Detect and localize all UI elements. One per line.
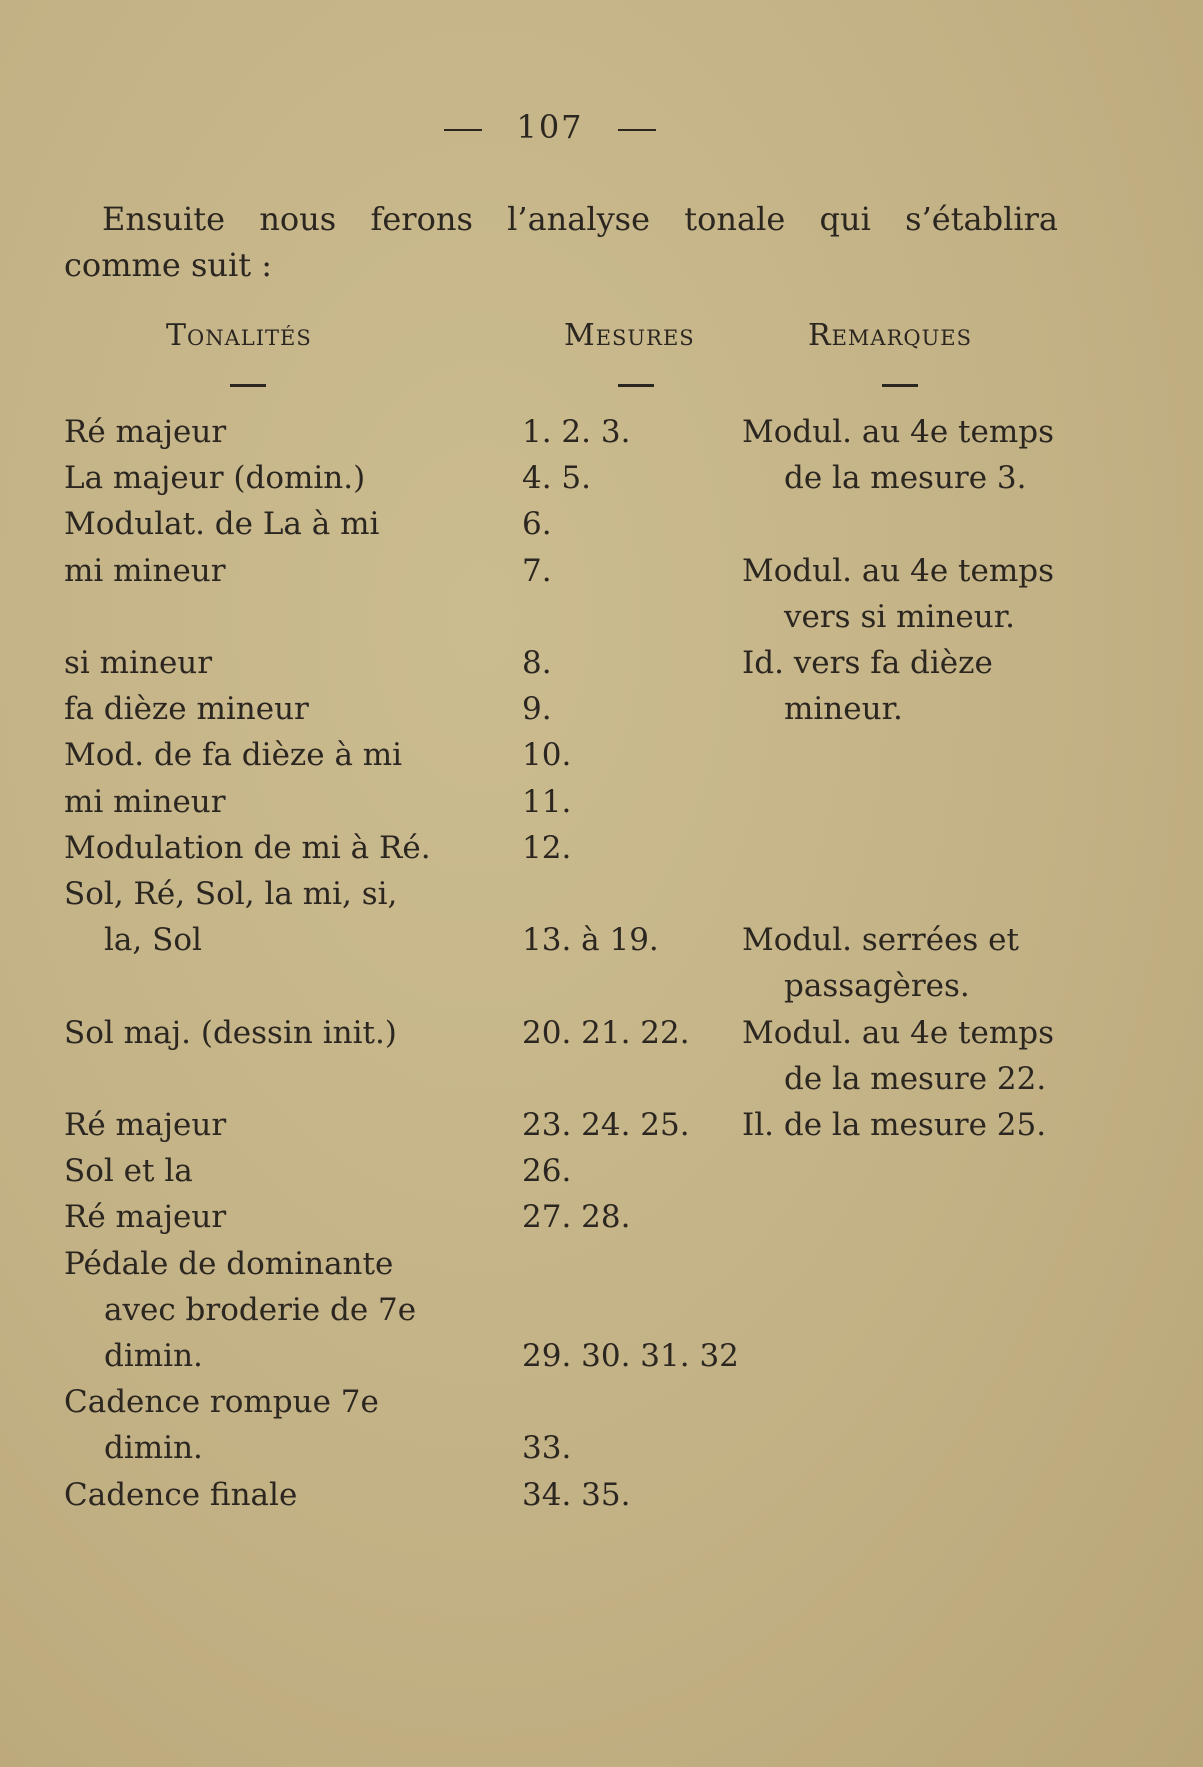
table-row	[0, 460, 1203, 506]
table-row	[0, 553, 1203, 599]
remarque-cell: de la mesure 22.	[784, 1061, 1047, 1097]
intro-word: qui	[819, 200, 871, 238]
tonalite-cell: Ré majeur	[64, 414, 227, 450]
intro-word: ferons	[370, 200, 473, 238]
remarque-cell: Id. vers fa dièze	[742, 645, 993, 681]
tonalite-cell: mi mineur	[64, 784, 226, 820]
tonalite-cell: avec broderie de 7e	[104, 1292, 417, 1328]
tonalite-cell: Mod. de fa dièze à mi	[64, 737, 403, 773]
tonalite-cell: Modulat. de La à mi	[64, 506, 380, 542]
tonalite-cell: Pédale de dominante	[64, 1246, 394, 1282]
mesures-cell: 33.	[522, 1430, 572, 1466]
table-row	[0, 1107, 1203, 1153]
table-row	[0, 1384, 1203, 1430]
intro-word: tonale	[684, 200, 786, 238]
table-row	[0, 1153, 1203, 1199]
mesures-cell: 9.	[522, 691, 552, 727]
mesures-cell: 8.	[522, 645, 552, 681]
mesures-cell: 29. 30. 31. 32	[522, 1338, 739, 1374]
mesures-cell: 27. 28.	[522, 1199, 631, 1235]
mesures-cell: 20. 21. 22.	[522, 1015, 690, 1051]
folio-dash-left	[444, 129, 482, 131]
tonalite-cell: fa dièze mineur	[64, 691, 309, 727]
header-remarques: Remarques	[808, 318, 973, 353]
table-row	[0, 1292, 1203, 1338]
tonalite-cell: Sol maj. (dessin init.)	[64, 1015, 397, 1051]
intro-line-2: comme suit :	[64, 246, 273, 284]
remarque-cell: vers si mineur.	[784, 599, 1015, 635]
remarque-cell: Modul. au 4e temps	[742, 1015, 1055, 1051]
remarque-cell: Modul. au 4e temps	[742, 553, 1055, 589]
table-row	[0, 1246, 1203, 1292]
table-row	[0, 1477, 1203, 1523]
tonalite-cell: Modulation de mi à Ré.	[64, 830, 431, 866]
table-row	[0, 645, 1203, 691]
tonalite-cell: Sol, Ré, Sol, la mi, si,	[64, 876, 398, 912]
remarque-cell: passagères.	[784, 968, 970, 1004]
table-row	[0, 922, 1203, 968]
table-row	[0, 1061, 1203, 1107]
folio-dash-right	[618, 129, 656, 131]
remarque-cell: Il. de la mesure 25.	[742, 1107, 1047, 1143]
header-mesures: Mesures	[564, 318, 695, 353]
table-row	[0, 1015, 1203, 1061]
page-number-text: 107	[516, 108, 584, 146]
mesures-cell: 10.	[522, 737, 572, 773]
mesures-cell: 11.	[522, 784, 572, 820]
mesures-cell: 6.	[522, 506, 552, 542]
table-row	[0, 506, 1203, 552]
header-rule-remarques	[882, 384, 918, 387]
table-row	[0, 784, 1203, 830]
remarque-cell: de la mesure 3.	[784, 460, 1027, 496]
intro-word: s’établira	[905, 200, 1058, 238]
table-row	[0, 691, 1203, 737]
intro-paragraph	[64, 196, 1058, 288]
tonalite-cell: Cadence finale	[64, 1477, 298, 1513]
header-rule-mesures	[618, 384, 654, 387]
mesures-cell: 7.	[522, 553, 552, 589]
table-row	[0, 414, 1203, 460]
intro-word: l’analyse	[507, 200, 650, 238]
mesures-cell: 4. 5.	[522, 460, 592, 496]
remarque-cell: Modul. serrées et	[742, 922, 1019, 958]
remarque-cell: Modul. au 4e temps	[742, 414, 1055, 450]
mesures-cell: 1. 2. 3.	[522, 414, 631, 450]
intro-word: Ensuite	[102, 200, 226, 238]
table-row	[0, 876, 1203, 922]
table-row	[0, 1338, 1203, 1384]
tonalite-cell: la, Sol	[104, 922, 202, 958]
tonalite-cell: dimin.	[104, 1430, 203, 1466]
mesures-cell: 26.	[522, 1153, 572, 1189]
mesures-cell: 34. 35.	[522, 1477, 631, 1513]
table-row	[0, 1199, 1203, 1245]
page-number	[0, 108, 1100, 146]
table-row	[0, 599, 1203, 645]
tonalite-cell: si mineur	[64, 645, 213, 681]
table-row	[0, 830, 1203, 876]
header-rule-tonalites	[230, 384, 266, 387]
tonalite-cell: Ré majeur	[64, 1107, 227, 1143]
mesures-cell: 12.	[522, 830, 572, 866]
table-row	[0, 1430, 1203, 1476]
header-tonalites: Tonalités	[166, 318, 312, 353]
mesures-cell: 13. à 19.	[522, 922, 659, 958]
tonalite-cell: Cadence rompue 7e	[64, 1384, 379, 1420]
remarque-cell: mineur.	[784, 691, 903, 727]
intro-line-1	[64, 196, 1058, 242]
tonalite-cell: Sol et la	[64, 1153, 193, 1189]
tonalite-cell: mi mineur	[64, 553, 226, 589]
table-row	[0, 968, 1203, 1014]
tonalite-cell: La majeur (domin.)	[64, 460, 366, 496]
mesures-cell: 23. 24. 25.	[522, 1107, 690, 1143]
tonalite-cell: Ré majeur	[64, 1199, 227, 1235]
tonalite-cell: dimin.	[104, 1338, 203, 1374]
table-row	[0, 737, 1203, 783]
intro-word: nous	[259, 200, 337, 238]
